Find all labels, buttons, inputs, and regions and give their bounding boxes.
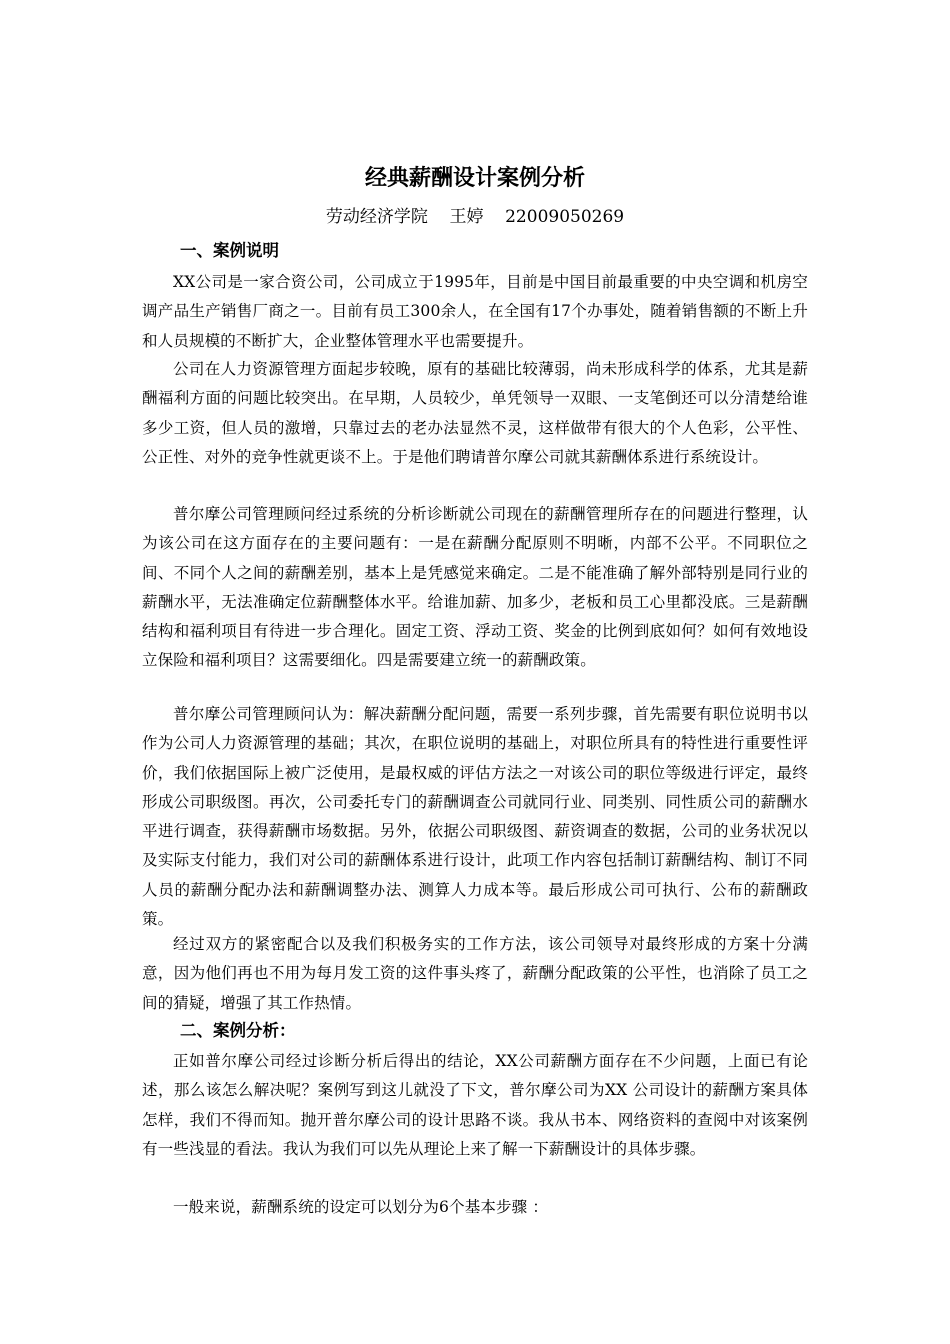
section-heading-case-analysis: 二、案例分析： [180,1021,296,1040]
paragraph: 公司在人力资源管理方面起步较晚，原有的基础比较薄弱，尚未形成科学的体系，尤其是薪酬福利方面的问题比较突出。在早期，人员较少，单凭领导一双眼、一支笔倒还可以分清楚给谁多少工资，但人员的激增，只靠过去的老办法显然不灵，这样做带有很大的个人色彩，公平性、公正性、对外的竞争性就更谈不上。于是他们聘请普尔摩公司就其薪酬体系进行系统设计。 [142,360,808,466]
paragraph: 正如普尔摩公司经过诊断分析后得出的结论，XX公司薪酬方面存在不少问题，上面已有论述，那么该怎么解决呢？案例写到这儿就没了下文，普尔摩公司为XX 公司设计的薪酬方案具体怎样，我们不得而知。抛开普尔摩公司的设计思路不谈。我从书本、网络资料的查阅中对该案例有一些浅显的看法。我认为我们可以先从理论上来了解一下薪酬设计的具体步骤。 [142,1052,808,1158]
paragraph: XX公司是一家合资公司，公司成立于1995年，目前是中国目前最重要的中央空调和机房空调产品生产销售厂商之一。目前有员工300余人，在全国有17个办事处，随着销售额的不断上升和人员规模的不断扩大，企业整体管理水平也需要提升。 [142,273,808,350]
paragraph: 经过双方的紧密配合以及我们积极务实的工作方法，该公司领导对最终形成的方案十分满意，因为他们再也不用为每月发工资的这件事头疼了，薪酬分配政策的公平性，也消除了员工之间的猜疑，增强了其工作热情。 [142,935,808,1012]
paragraph: 一般来说，薪酬系统的设定可以划分为6个基本步骤 ： [173,1198,549,1216]
paragraph: 普尔摩公司管理顾问经过系统的分析诊断就公司现在的薪酬管理所存在的问题进行整理，认为该公司在这方面存在的主要问题有：一是在薪酬分配原则不明晰，内部不公平。不同职位之间、不同个人之间的薪酬差别，基本上是凭感觉来确定。二是不能准确了解外部特别是同行业的薪酬水平，无法准确定位薪酬整体水平。给谁加薪、加多少，老板和员工心里都没底。三是薪酬结构和福利项目有待进一步合理化。固定工资、浮动工资、奖金的比例到底如何？如何有效地设立保险和福利项目？这需要细化。四是需要建立统一的薪酬政策。 [142,505,808,670]
paragraph: 普尔摩公司管理顾问认为：解决薪酬分配问题，需要一系列步骤，首先需要有职位说明书以作为公司人力资源管理的基础；其次，在职位说明的基础上，对职位所具有的特性进行重要性评价，我们依据国际上被广泛使用，是最权威的评估方法之一对该公司的职位等级进行评定，最终形成公司职级图。再次，公司委托专门的薪酬调查公司就同行业、同类别、同性质公司的薪酬水平进行调查，获得薪酬市场数据。另外，依据公司职级图、薪资调查的数据，公司的业务状况以及实际支付能力，我们对公司的薪酬体系进行设计，此项工作内容包括制订薪酬结构、制订不同人员的薪酬分配办法和薪酬调整办法、测算人力成本等。最后形成公司可执行、公布的薪酬政策。 [142,705,808,929]
document-title: 经典薪酬设计案例分析 [364,166,585,191]
author-byline: 劳动经济学院 王婷 22009050269 [325,207,625,227]
section-heading-case-description: 一、案例说明 [180,241,279,260]
